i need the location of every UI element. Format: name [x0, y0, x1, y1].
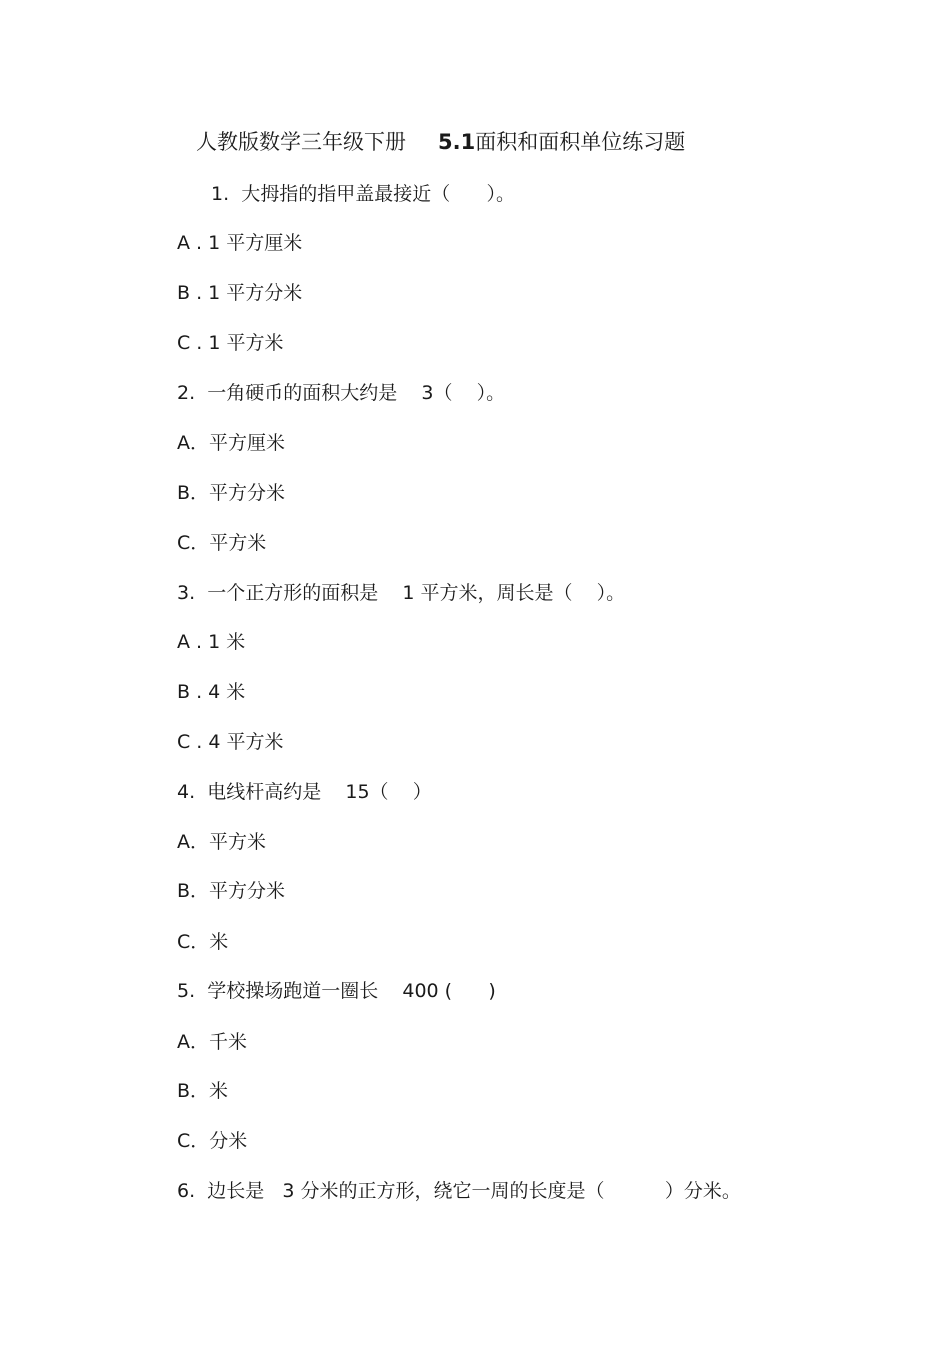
question-4: 4. 电线杆高约是 15（ ） — [177, 781, 432, 803]
q4-option-c: C．米 — [177, 931, 229, 953]
q3-option-a: A . 1 米 — [177, 631, 246, 653]
q2-option-b: B．平方分米 — [177, 482, 286, 504]
q4-option-b: B．平方分米 — [177, 880, 286, 902]
page-title — [196, 128, 685, 156]
q2-option-c: C．平方米 — [177, 532, 267, 554]
question-2: 2. 一角硬币的面积大约是 3（ ）。 — [177, 382, 506, 404]
title-number: 5.1 — [438, 130, 476, 154]
q1-option-a: A . 1 平方厘米 — [177, 232, 303, 254]
q2-option-a: A．平方厘米 — [177, 432, 285, 454]
title-rest: 面积和面积单位练习题 — [475, 130, 686, 154]
question-3: 3. 一个正方形的面积是 1 平方米，周长是（ ）。 — [177, 582, 626, 604]
q4-option-a: A．平方米 — [177, 831, 266, 853]
question-6: 6. 边长是 3 分米的正方形，绕它一周的长度是（ ）分米。 — [177, 1180, 741, 1202]
q5-option-a: A．千米 — [177, 1031, 247, 1053]
q1-option-c: C . 1 平方米 — [177, 332, 284, 354]
q5-option-c: C．分米 — [177, 1130, 248, 1152]
q3-option-b: B . 4 米 — [177, 681, 246, 703]
question-1: 1. 大拇指的指甲盖最接近（ ）。 — [211, 183, 515, 205]
title-main: 人教版数学三年级下册 — [196, 130, 406, 154]
question-5: 5. 学校操场跑道一圈长 400 ( ) — [177, 980, 496, 1002]
q3-option-c: C . 4 平方米 — [177, 731, 284, 753]
q5-option-b: B．米 — [177, 1080, 229, 1102]
q1-option-b: B . 1 平方分米 — [177, 282, 303, 304]
